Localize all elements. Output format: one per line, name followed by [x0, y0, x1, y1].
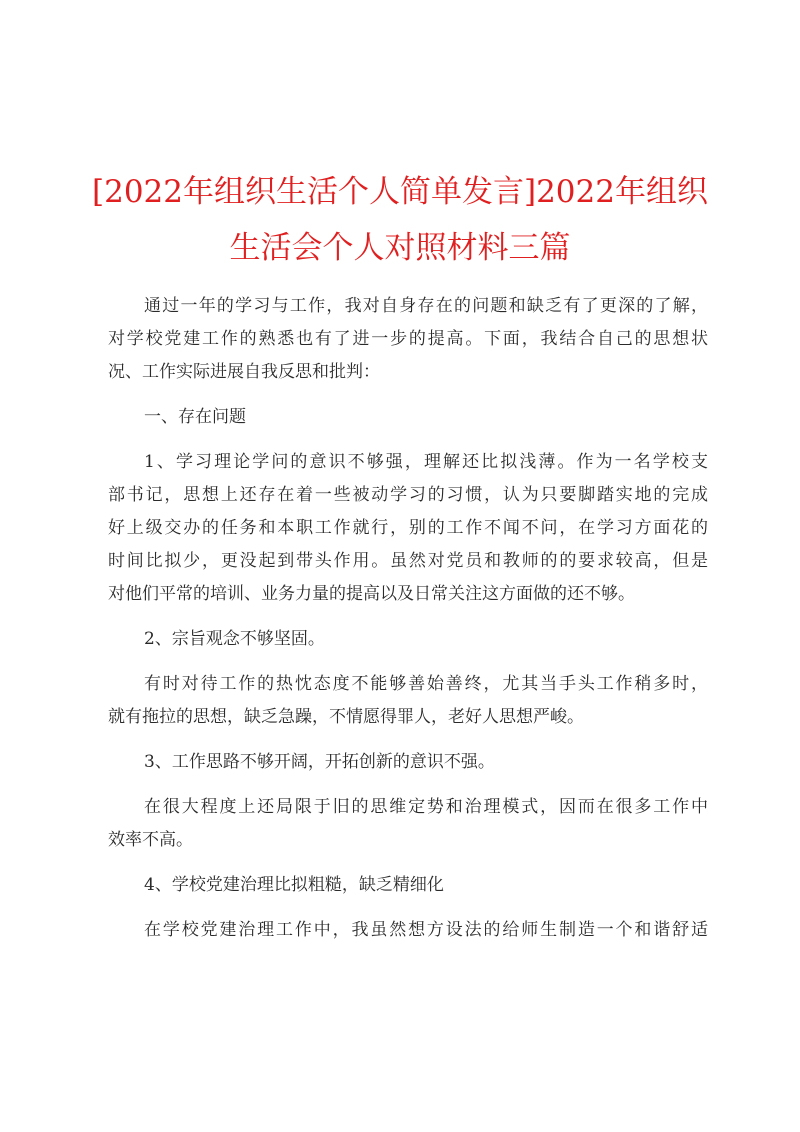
paragraph-intro — [108, 290, 708, 389]
item-heading-3 — [108, 746, 708, 779]
paragraph-item-1 — [108, 446, 708, 611]
document-body — [108, 290, 708, 947]
text-line: 2、宗旨观念不够坚固。 — [144, 629, 325, 649]
text-line: 4、学校党建治理比拟粗糙，缺乏精细化 — [144, 875, 444, 895]
paragraph-item-4 — [108, 914, 708, 947]
title-line: 生活会个人对照材料三篇 — [229, 230, 571, 266]
text-line: 在很大程度上还局限于旧的思维定势和治理模式，因而在很多工作中 — [144, 797, 708, 817]
document-title — [80, 164, 720, 276]
text-line: 3、工作思路不够开阔，开拓创新的意识不强。 — [144, 752, 495, 772]
text-line: 好上级交办的任务和本职工作就行，别的工作不闻不问，在学习方面花的 — [108, 518, 708, 538]
text-line: 通过一年的学习与工作，我对自身存在的问题和缺乏有了更深的了解， — [144, 296, 708, 316]
text-line: 效率不高。 — [108, 830, 193, 850]
text-line: 就有拖拉的思想，缺乏急躁，不情愿得罪人，老好人思想严峻。 — [108, 707, 584, 727]
paragraph-item-2 — [108, 668, 708, 734]
title-line: [2022年组织生活个人简单发言]2022年组织 — [92, 174, 708, 210]
text-line: 部书记，思想上还存在着一些被动学习的习惯，认为只要脚踏实地的完成 — [108, 485, 708, 505]
text-line: 在学校党建治理工作中，我虽然想方设法的给师生制造一个和谐舒适 — [144, 920, 708, 940]
text-line: 有时对待工作的热忱态度不能够善始善终，尤其当手头工作稍多时， — [144, 674, 708, 694]
text-line: 一、存在问题 — [144, 407, 246, 427]
text-line: 况、工作实际进展自我反思和批判： — [108, 362, 380, 382]
text-line: 对学校党建工作的熟悉也有了进一步的提高。下面，我结合自己的思想状 — [108, 329, 708, 349]
text-line: 时间比拟少，更没起到带头作用。虽然对党员和教师的的要求较高，但是 — [108, 551, 708, 571]
text-line: 1、学习理论学问的意识不够强，理解还比拟浅薄。作为一名学校支 — [144, 452, 708, 472]
paragraph-item-3 — [108, 791, 708, 857]
section-heading — [108, 401, 708, 434]
item-heading-2 — [108, 623, 708, 656]
text-line: 对他们平常的培训、业务力量的提高以及日常关注这方面做的还不够。 — [108, 584, 635, 604]
item-heading-4 — [108, 869, 708, 902]
